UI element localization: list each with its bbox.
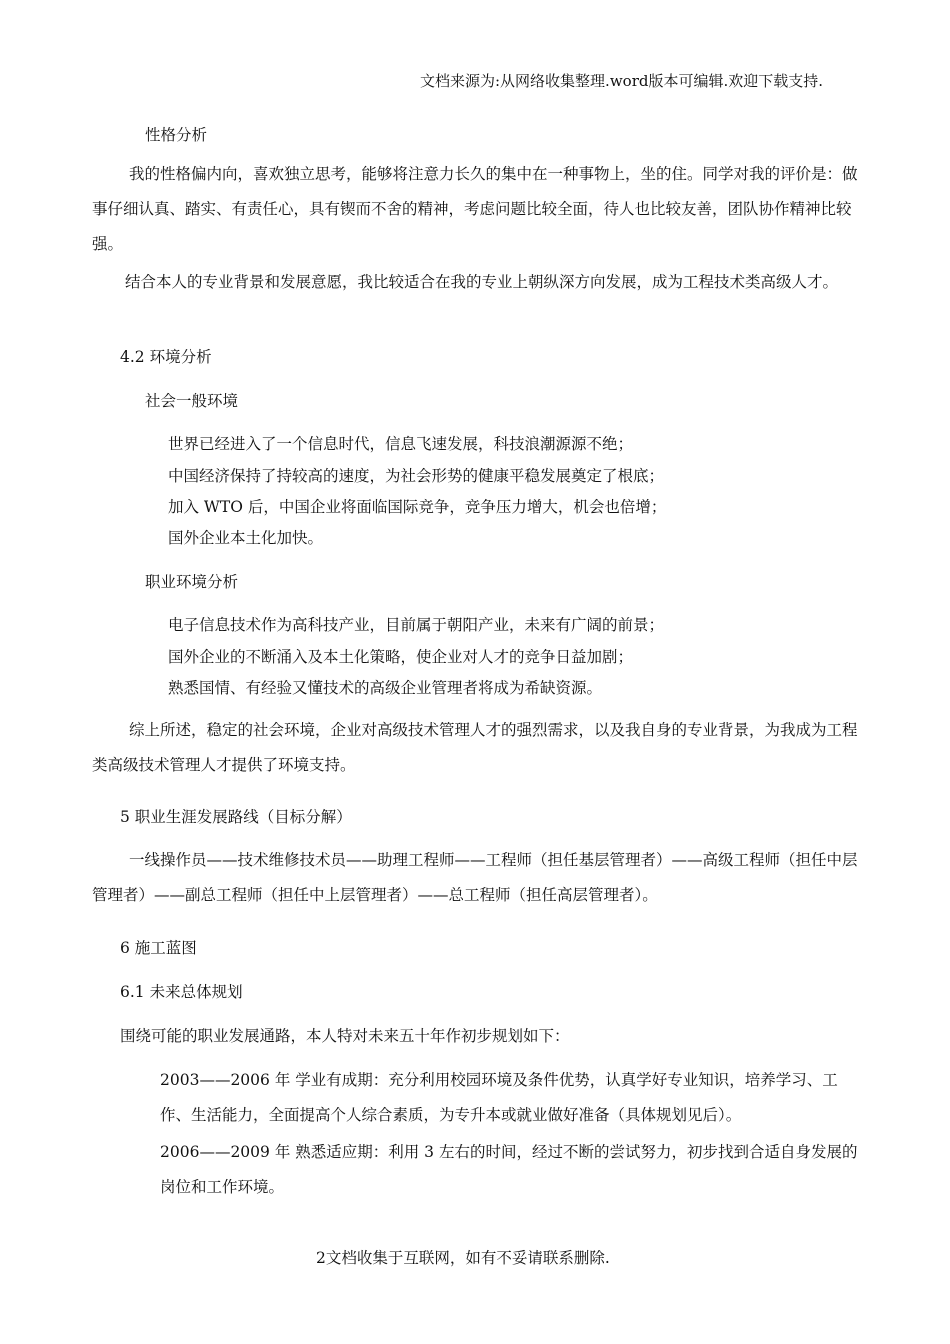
social-item: 中国经济保持了持较高的速度，为社会形势的健康平稳发展奠定了根底；: [168, 467, 665, 485]
environment-summary: 综上所述，稳定的社会环境，企业对高级技术管理人才的强烈需求，以及我自身的专业背景，为我成为工程类高级技术管理人才提供了环境支持。: [92, 721, 858, 774]
career-item: 电子信息技术作为高科技产业，目前属于朝阳产业，未来有广阔的前景；: [168, 616, 665, 634]
plan-intro: 围绕可能的职业发展通路，本人特对未来五十年作初步规划如下：: [120, 1027, 570, 1045]
subsection-title-overall-plan: 6.1 未来总体规划: [120, 983, 243, 1001]
page-header: 文档来源为:从网络收集整理.word版本可编辑.欢迎下载支持.: [420, 72, 824, 90]
personality-paragraph-1: 我的性格偏内向，喜欢独立思考，能够将注意力长久的集中在一种事物上，坐的住。同学对我的评价是：做事仔细认真、踏实、有责任心，具有锲而不舍的精神，考虑问题比较全面，待人也比较友善，团队协作精神比较强。: [92, 165, 858, 253]
personality-paragraph-2: 结合本人的专业背景和发展意愿，我比较适合在我的专业上朝纵深方向发展，成为工程技术类高级人才。: [125, 273, 839, 291]
subsection-title-social: 社会一般环境: [145, 392, 239, 410]
section-title-personality: 性格分析: [145, 126, 208, 144]
plan-period-2003-2006: 2003——2006 年 学业有成期：充分利用校园环境及条件优势，认真学好专业知识，培养学习、工作、生活能力，全面提高个人综合素质，为专升本或就业做好准备（具体规划见后）。: [160, 1071, 838, 1124]
subsection-title-career: 职业环境分析: [145, 573, 239, 591]
section-title-environment: 4.2 环境分析: [120, 348, 212, 366]
social-item: 国外企业本土化加快。: [168, 529, 324, 547]
career-item: 熟悉国情、有经验又懂技术的高级企业管理者将成为希缺资源。: [168, 679, 603, 697]
section-title-career-path: 5 职业生涯发展路线（目标分解）: [120, 808, 352, 826]
career-item: 国外企业的不断涌入及本土化策略，使企业对人才的竞争日益加剧；: [168, 648, 634, 666]
social-item: 世界已经进入了一个信息时代，信息飞速发展，科技浪潮源源不绝；: [168, 435, 634, 453]
social-item: 加入 WTO 后，中国企业将面临国际竞争，竞争压力增大，机会也倍增；: [168, 498, 667, 516]
section-title-blueprint: 6 施工蓝图: [120, 939, 197, 957]
page-footer: 2文档收集于互联网，如有不妥请联系删除.: [316, 1249, 610, 1267]
plan-period-2006-2009: 2006——2009 年 熟悉适应期：利用 3 左右的时间，经过不断的尝试努力，初步找到合适自身发展的岗位和工作环境。: [160, 1143, 858, 1196]
career-path-paragraph: 一线操作员——技术维修技术员——助理工程师——工程师（担任基层管理者）——高级工程师（担任中层管理者）——副总工程师（担任中上层管理者）——总工程师（担任高层管理者）。: [92, 851, 858, 904]
